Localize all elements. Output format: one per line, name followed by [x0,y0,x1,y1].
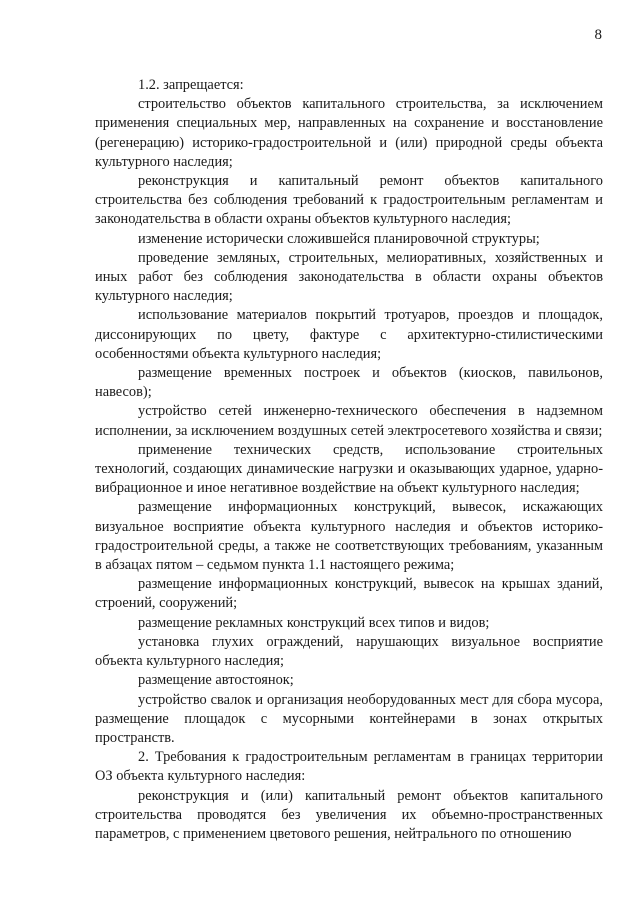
paragraph: устройство сетей инженерно-технического обеспечения в надземном исполнении, за исключением воздушных сетей электросетевого хозяйства и связи; [95,403,603,439]
paragraph: реконструкция и (или) капитальный ремонт объектов капитального строительства проводятся без увеличения их объемно-пространственных параметров, с применением цветового решения, нейтрального по отношению [95,787,603,842]
paragraph: размещение информационных конструкций, вывесок на крышах зданий, строений, сооружений; [95,576,603,612]
paragraph: 2. Требования к градостроительным регламентам в границах территории ОЗ объекта культурного наследия: [95,749,603,785]
paragraph: размещение информационных конструкций, вывесок, искажающих визуальное восприятие объекта культурного наследия и объектов историко-градостроительной среды, а также не соответствующих требованиям, указанным в абзацах пятом – седьмом пункта 1.1 настоящего режима; [95,499,603,574]
paragraph: устройство свалок и организация необорудованных мест для сбора мусора, размещение площадок с мусорными контейнерами в зонах открытых пространств. [95,691,603,746]
paragraph: реконструкция и капитальный ремонт объектов капитального строительства без соблюдения требований к градостроительным регламентам и законодательства в области охраны объектов культурного наследия; [95,173,603,228]
paragraph: использование материалов покрытий тротуаров, проездов и площадок, диссонирующих по цвету, фактуре с архитектурно-стилистическими особенностями объекта культурного наследия; [95,307,603,362]
paragraph: проведение земляных, строительных, мелиоративных, хозяйственных и иных работ без соблюдения законодательства в области охраны объектов культурного наследия; [95,249,603,305]
paragraph: применение технических средств, использование строительных технологий, создающих динамические нагрузки и оказывающих ударное, ударно-вибрационное и иное негативное воздействие на объект культурного наследия; [95,441,603,497]
paragraph: размещение рекламных конструкций всех типов и видов; [138,614,490,631]
paragraph: размещение автостоянок; [138,672,294,689]
paragraph: размещение временных построек и объектов (киосков, павильонов, навесов); [95,365,603,401]
document-body [95,76,603,844]
paragraph: строительство объектов капитального строительства, за исключением применения специальных мер, направленных на сохранение и восстановление (регенерацию) историко-градостроительной и (или) природной среды объекта культурного наследия; [95,96,603,170]
paragraph: установка глухих ограждений, нарушающих визуальное восприятие объекта культурного наследия; [95,633,603,670]
paragraph: изменение исторически сложившейся планировочной структуры; [138,230,540,247]
page-number: 8 [594,27,602,43]
paragraph: 1.2. запрещается: [138,77,244,93]
